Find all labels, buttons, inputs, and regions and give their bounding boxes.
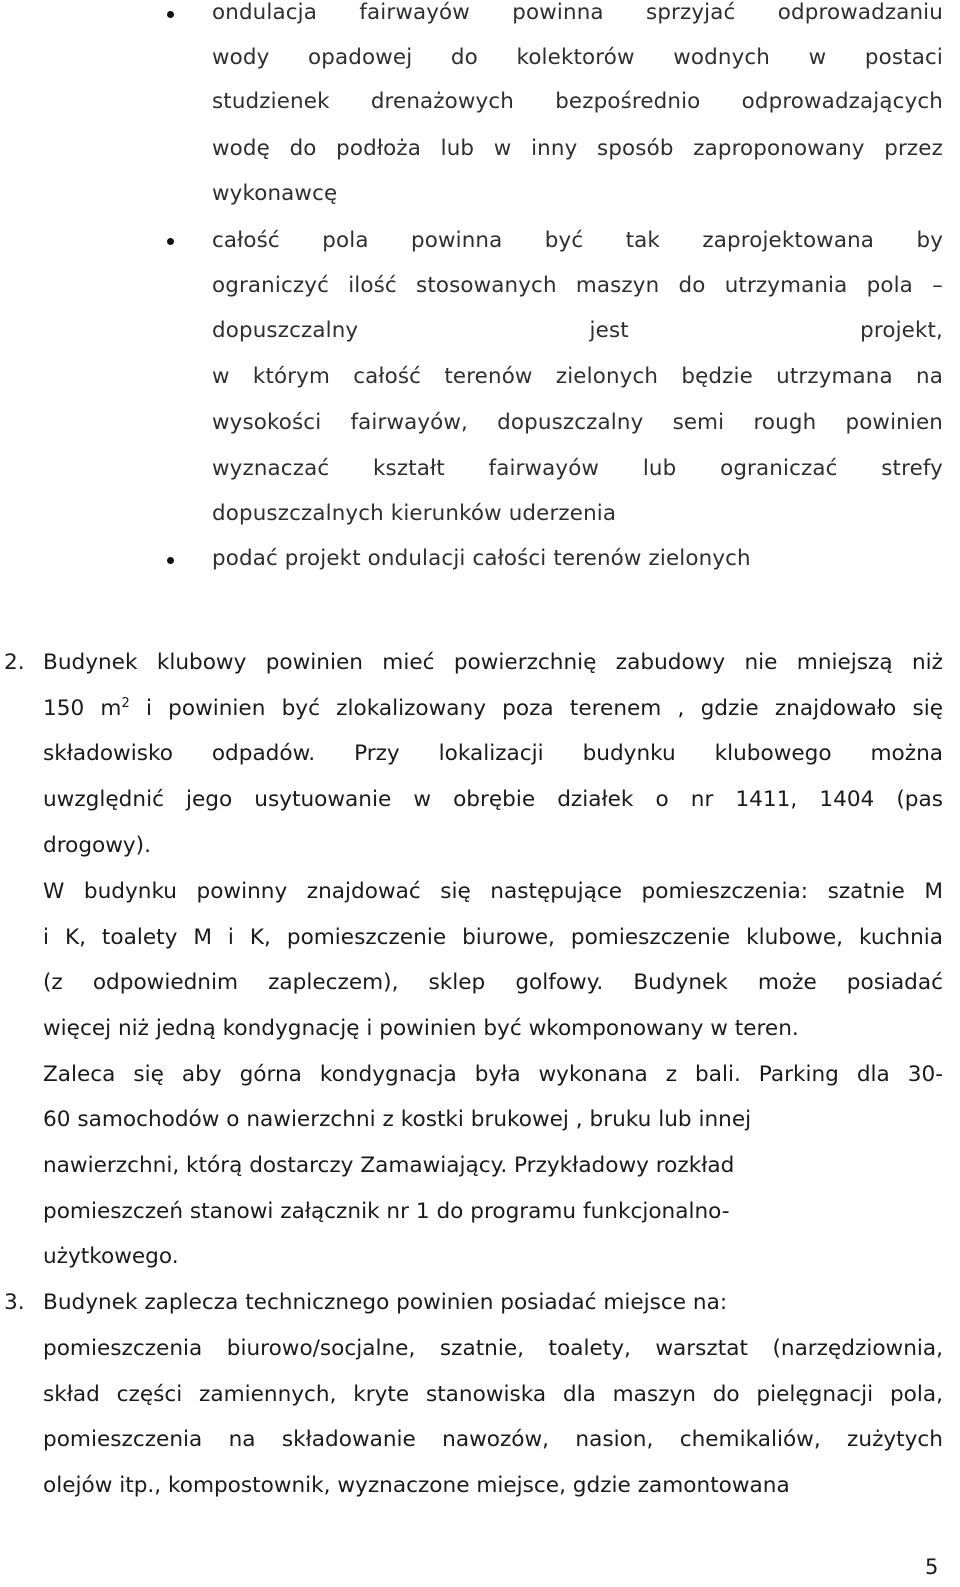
text-line: pomieszczenia na składowanie nawozów, nasion, chemikaliów, zużytych (43, 1427, 943, 1452)
text-line: skład części zamiennych, kryte stanowiska dla maszyn do pielęgnacji pola, (43, 1382, 943, 1407)
text-line: nawierzchni, którą dostarczy Zamawiający. Przykładowy rozkład (43, 1153, 735, 1178)
text-line (43, 696, 943, 721)
text-line: całość pola powinna być tak zaprojektowana by (212, 228, 943, 253)
text-line: pomieszczenia biurowo/socjalne, szatnie, toalety, warsztat (narzędziownia, (43, 1336, 943, 1361)
text-line: studzienek drenażowych bezpośrednio odprowadzających (212, 89, 943, 114)
text-line-segment: i powinien być zlokalizowany poza terenem , gdzie znajdowało się (129, 696, 943, 721)
text-line: drogowy). (43, 833, 151, 858)
text-line: ondulacja fairwayów powinna sprzyjać odprowadzaniu (212, 0, 943, 25)
text-line: pomieszczeń stanowi załącznik nr 1 do programu funkcjonalno- (43, 1199, 730, 1224)
text-line: Budynek klubowy powinien mieć powierzchnię zabudowy nie mniejszą niż (43, 650, 943, 675)
bullet-icon (167, 238, 174, 245)
text-line: więcej niż jedną kondygnację i powinien być wkomponowany w teren. (43, 1016, 799, 1041)
text-line: w którym całość terenów zielonych będzie utrzymana na (212, 364, 943, 389)
text-line: składowisko odpadów. Przy lokalizacji budynku klubowego można (43, 741, 943, 766)
section-number: 2. (4, 650, 25, 675)
text-line: dopuszczalnych kierunków uderzenia (212, 501, 617, 526)
page-number: 5 (925, 1555, 939, 1579)
text-line: użytkowego. (43, 1244, 179, 1269)
text-line: (z odpowiednim zapleczem), sklep golfowy. Budynek może posiadać (43, 970, 943, 995)
text-line: wysokości fairwayów, dopuszczalny semi rough powinien (212, 410, 943, 435)
bullet-icon (167, 11, 174, 18)
text-line: podać projekt ondulacji całości terenów zielonych (212, 546, 751, 571)
text-line: W budynku powinny znajdować się następujące pomieszczenia: szatnie M (43, 879, 943, 904)
section-number: 3. (4, 1290, 25, 1315)
text-line: ograniczyć ilość stosowanych maszyn do utrzymania pola – (212, 273, 943, 298)
text-line: Budynek zaplecza technicznego powinien posiadać miejsce na: (43, 1290, 728, 1315)
text-line: wyznaczać kształt fairwayów lub ograniczać strefy (212, 456, 943, 481)
text-line: uwzględnić jego usytuowanie w obrębie działek o nr 1411, 1404 (pas (43, 787, 943, 812)
bullet-icon (167, 557, 174, 564)
text-line: olejów itp., kompostownik, wyznaczone miejsce, gdzie zamontowana (43, 1473, 790, 1498)
text-line: wykonawcę (212, 181, 338, 206)
text-line: 60 samochodów o nawierzchni z kostki brukowej , bruku lub innej (43, 1107, 752, 1132)
text-line: dopuszczalny jest projekt, (212, 318, 943, 343)
text-line: wodę do podłoża lub w inny sposób zaproponowany przez (212, 136, 943, 161)
text-line: i K, toalety M i K, pomieszczenie biurowe, pomieszczenie klubowe, kuchnia (43, 925, 943, 950)
text-line: Zaleca się aby górna kondygnacja była wykonana z bali. Parking dla 30- (43, 1062, 943, 1087)
text-line-segment: 150 m (43, 696, 122, 721)
text-line: wody opadowej do kolektorów wodnych w postaci (212, 45, 943, 70)
superscript: 2 (121, 696, 130, 711)
